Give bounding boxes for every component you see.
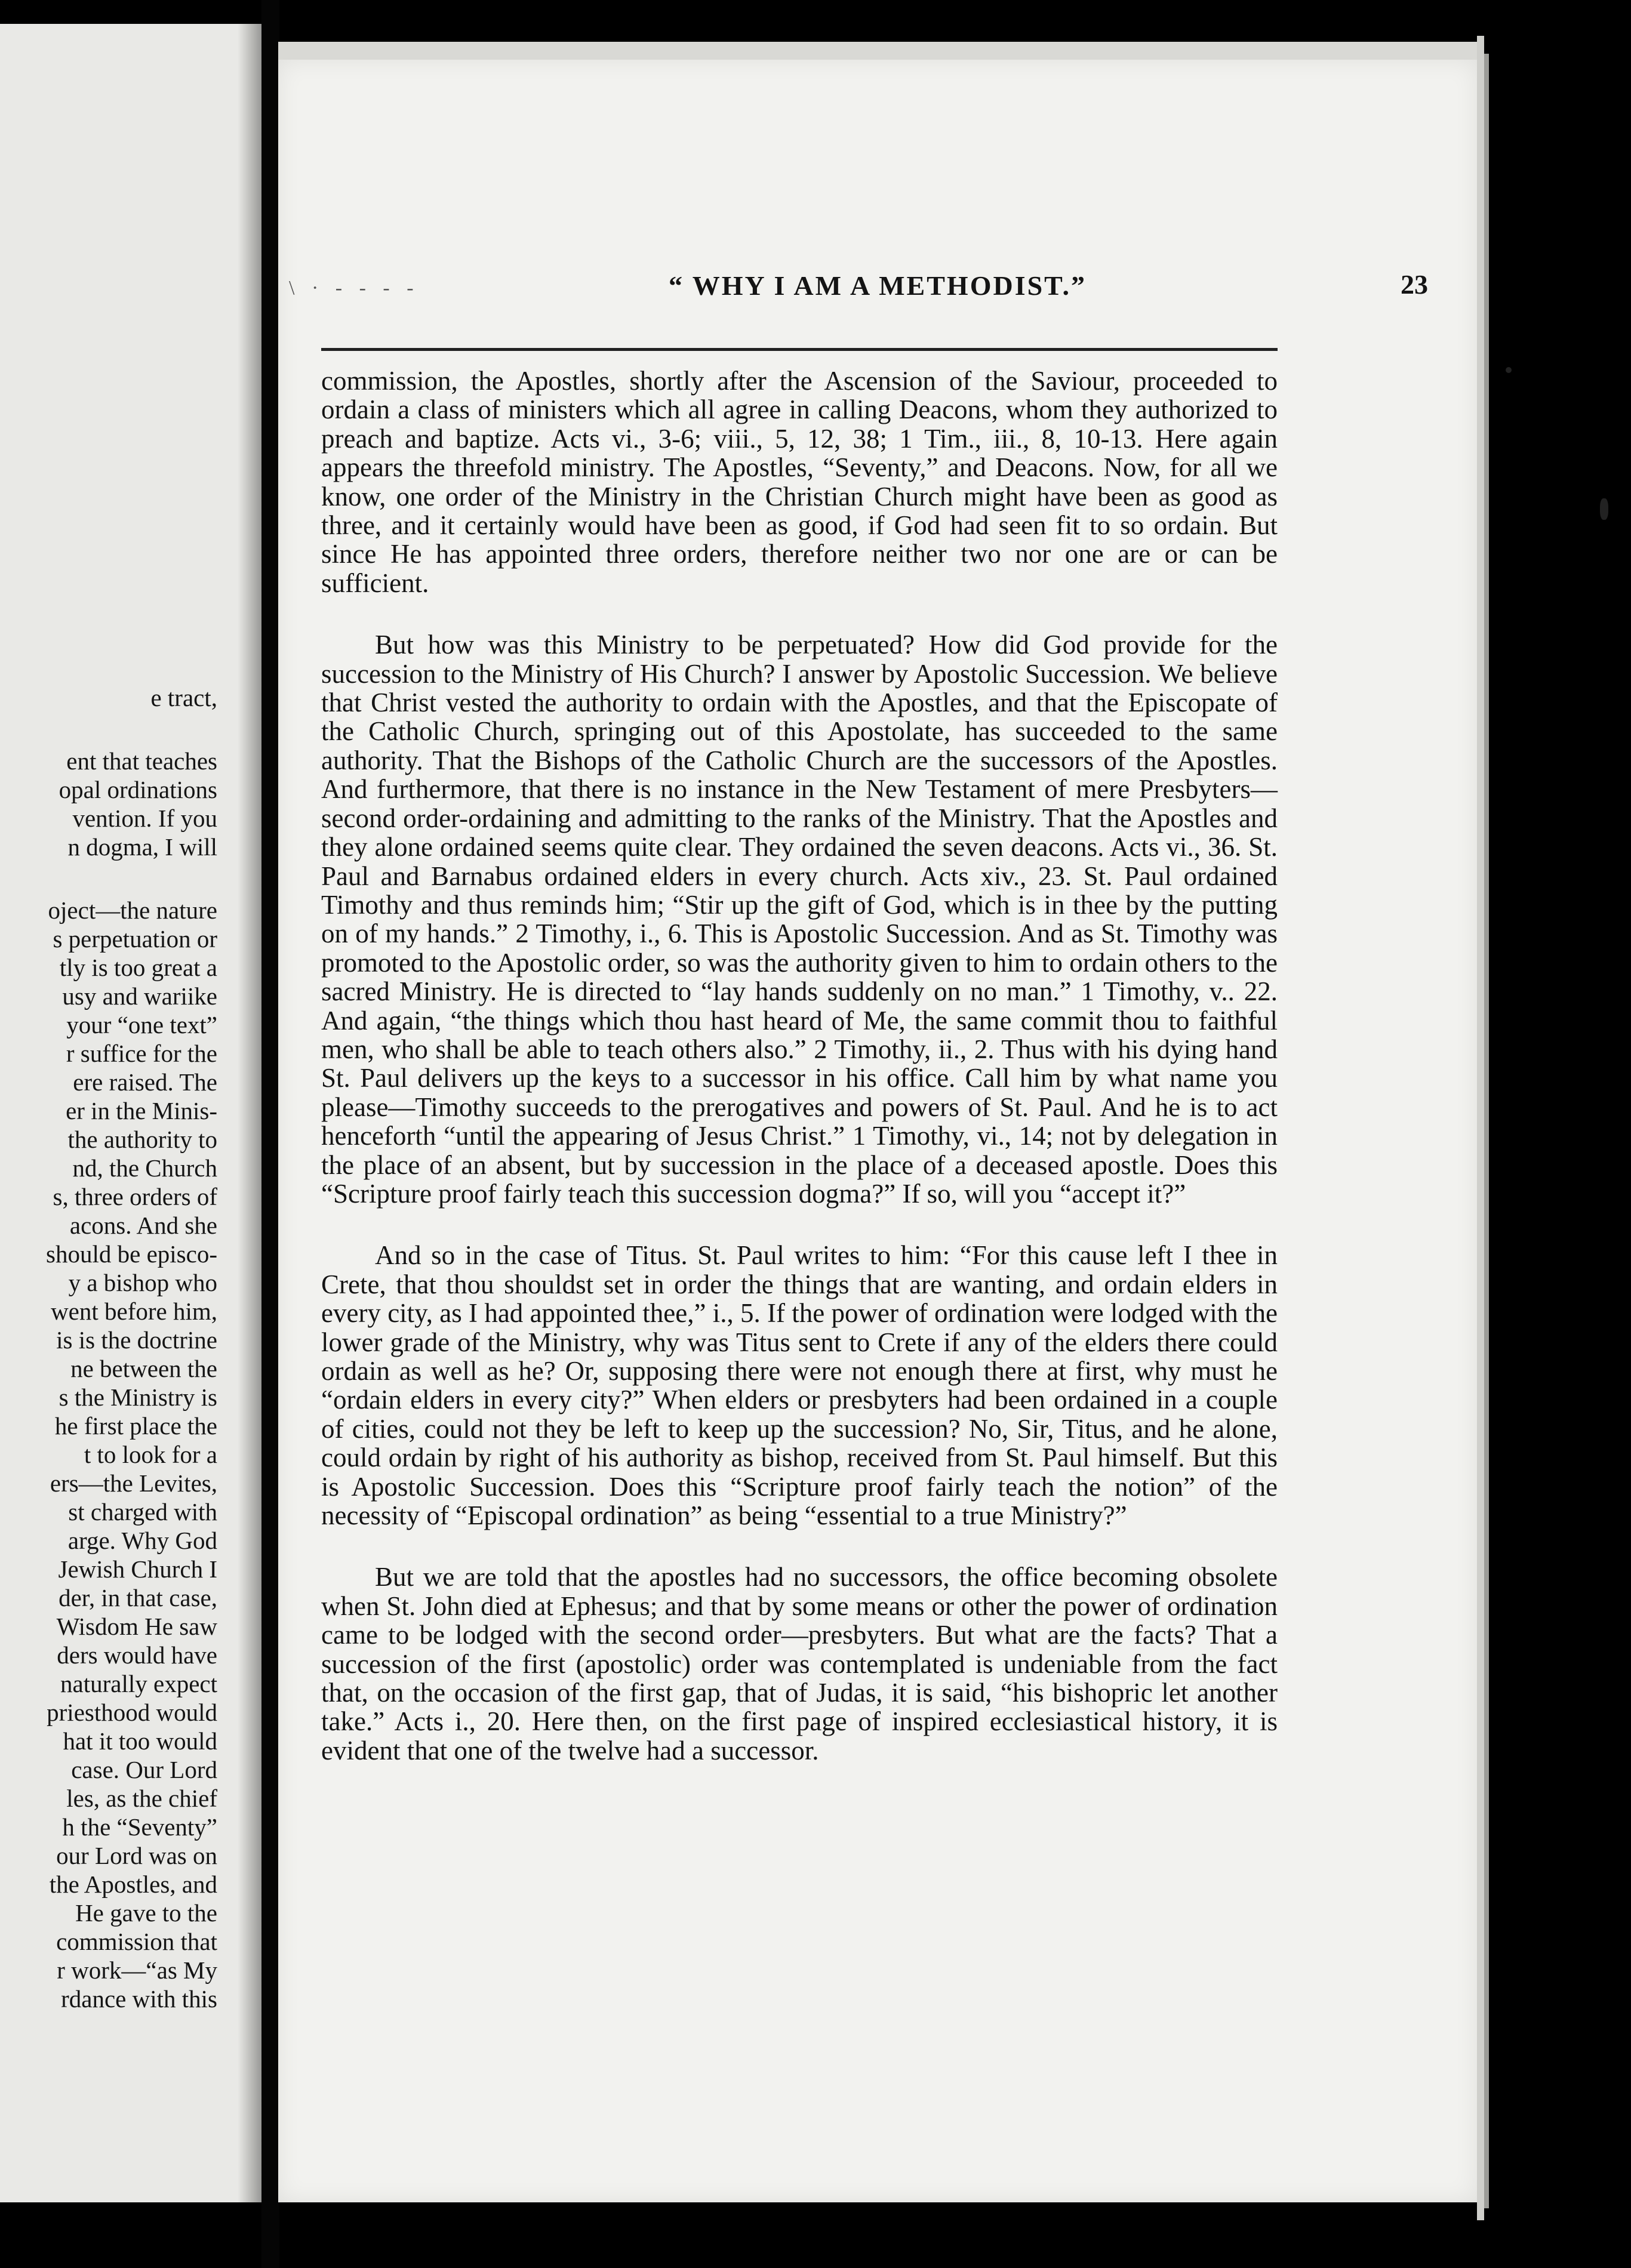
- left-page-line: [0, 712, 217, 747]
- left-page-line: hat it too would: [63, 1727, 217, 1755]
- left-page-text: [0, 683, 217, 2013]
- left-page-line: usy and wariike: [62, 982, 217, 1010]
- paragraph-3: And so in the case of Titus. St. Paul writes to him: “For this cause left I thee in Crete, that thou shouldst set in order the things that are wanting, and ordain elders in every city, as I had appointed thee,” i., 5. If the power of ordination were lodged with the lower grade of the Ministry, why was Titus sent to Crete if any of the elders there could ordain as well as he? Or, supposing there were not enough there at first, why must he “ordain elders in every city?” When elders or presbyters had been ordained in a couple of cities, could not they be left to keep up the succession? No, Sir, Titus, and he alone, could ordain by right of his authority as bishop, received from St. Paul himself. But this is Apostolic Succession. Does this “Scripture proof fairly teach the notion” of the necessity of “Episcopal ordination” as being “essential to a true Ministry?”: [321, 1240, 1278, 1531]
- left-page-line: e tract,: [150, 684, 217, 711]
- left-page-line: r work—“as My: [57, 1956, 217, 1984]
- left-page-line: arge. Why God: [67, 1527, 217, 1554]
- left-page-line: priesthood would: [47, 1699, 217, 1726]
- left-page-line: les, as the chief: [66, 1785, 217, 1812]
- left-page-line: [0, 861, 217, 896]
- left-page-line: vention. If you: [72, 805, 217, 832]
- left-page-line: n dogma, I will: [67, 833, 217, 861]
- left-page-line: ere raised. The: [73, 1068, 217, 1096]
- page-number: 23: [1401, 269, 1428, 300]
- left-page-line: der, in that case,: [59, 1584, 217, 1611]
- left-page-line: t to look for a: [84, 1441, 217, 1468]
- left-page-line: He gave to the: [75, 1899, 217, 1927]
- paragraph-1: commission, the Apostles, shortly after the Ascension of the Saviour, proceeded to ordain a class of ministers which all agree in calling Deacons, whom they authorized to preach and baptize. Acts vi., 3-6; viii., 5, 12, 38; 1 Tim., iii., 8, 10-13. Here again appears the threefold ministry. The Apostles, “Seventy,” and Deacons. Now, for all we know, one order of the Ministry in the Christian Church might have been as good as three, and it certainly would have been as good, if God had seen fit to so ordain. But since He has appointed three orders, therefore neither two nor one are or can be sufficient.: [321, 366, 1278, 598]
- header-rule: [321, 348, 1278, 351]
- page-stack-edge: [1477, 36, 1484, 2220]
- left-page: [0, 24, 261, 2202]
- left-page-line: should be episco-: [46, 1240, 217, 1268]
- left-page-line: ne between the: [70, 1355, 217, 1382]
- book-spine: [261, 0, 279, 2268]
- left-page-line: rdance with this: [61, 1985, 217, 2013]
- left-page-line: er in the Minis-: [66, 1097, 217, 1124]
- body-text: [321, 366, 1278, 1765]
- left-page-line: h the “Seventy”: [62, 1813, 217, 1841]
- left-page-line: ers—the Levites,: [50, 1469, 217, 1497]
- left-page-line: s the Ministry is: [59, 1383, 217, 1411]
- gutter-shadow: [238, 24, 261, 2202]
- left-page-line: naturally expect: [60, 1670, 217, 1697]
- left-page-line: r suffice for the: [66, 1040, 217, 1067]
- left-page-line: acons. And she: [69, 1212, 217, 1239]
- header-margin-marks: \ · - - - -: [289, 277, 420, 299]
- left-page-line: went before him,: [51, 1298, 217, 1325]
- left-page-line: your “one text”: [66, 1011, 217, 1039]
- left-page-line: commission that: [56, 1928, 217, 1955]
- left-page-line: oject—the nature: [48, 896, 217, 924]
- left-page-line: y a bishop who: [68, 1269, 217, 1296]
- page-top-edge: [278, 42, 1484, 60]
- left-page-line: ent that teaches: [66, 747, 217, 775]
- left-page-line: st charged with: [68, 1498, 217, 1526]
- left-page-line: case. Our Lord: [71, 1756, 217, 1783]
- left-page-line: Wisdom He saw: [56, 1613, 217, 1640]
- left-page-line: ders would have: [57, 1641, 217, 1669]
- running-head: “ WHY I AM A METHODIST.”: [669, 270, 1087, 301]
- left-page-line: nd, the Church: [72, 1154, 217, 1182]
- paragraph-2: But how was this Ministry to be perpetuated? How did God provide for the succession to the Ministry of His Church? I answer by Apostolic Succession. We believe that Christ vested the authority to ordain with the Apostles, and that the Episcopate of the Catholic Church, springing out of this Apostolate, has succeeded to the same authority. That the Bishops of the Catholic Church are the successors of the Apostles. And furthermore, that there is no instance in the New Testament of mere Presbyters—second order-ordaining and admitting to the ranks of the Ministry. That the Apostles and they alone ordained seems quite clear. They ordained the seven deacons. Acts vi., 36. St. Paul and Barnabus ordained elders in every church. Acts xiv., 23. St. Paul ordained Timothy and thus reminds him; “Stir up the gift of God, which is in thee by the putting on of my hands.” 2 Timothy, i., 6. This is Apostolic Succession. And as St. Timothy was promoted to the Apostolic order, so was the authority given to him to ordain others to the sacred Ministry. He is directed to “lay hands suddenly on no man.” 1 Timothy, v.. 22. And again, “the things which thou hast heard of Me, the same commit thou to faithful men, who shall be able to teach others also.” 2 Timothy, ii., 2. Thus with his dying hand St. Paul delivers up the keys to a successor in his office. Call him by what name you please—Timothy succeeds to the prerogatives and powers of St. Paul. And he is to act henceforth “until the appearing of Jesus Christ.” 1 Timothy, vi., 14; not by delegation in the place of an absent, but by succession in the place of a deceased apostle. Does this “Scripture proof fairly teach this succession dogma?” If so, will you “accept it?”: [321, 630, 1278, 1209]
- left-page-line: the authority to: [67, 1126, 217, 1153]
- left-page-line: our Lord was on: [56, 1842, 217, 1869]
- left-page-line: opal ordinations: [59, 776, 217, 803]
- left-page-line: is is the doctrine: [56, 1326, 217, 1354]
- paragraph-4: But we are told that the apostles had no successors, the office becoming obsolete when St. John died at Ephesus; and that by some means or other the power of ordination came to be lodged with the second order—presbyters. But what are the facts? That a succession of the first (apostolic) order was contemplated is undeniable from the fact that, on the occasion of the first gap, that of Judas, it is said, “his bishopric let another take.” Acts i., 20. Here then, on the first page of inspired ecclesiastical history, it is evident that one of the twelve had a successor.: [321, 1562, 1278, 1765]
- left-page-line: s perpetuation or: [53, 925, 217, 953]
- page-header: [278, 269, 1477, 310]
- left-page-line: the Apostles, and: [49, 1871, 217, 1898]
- left-page-line: tly is too great a: [59, 954, 217, 981]
- left-page-line: Jewish Church I: [58, 1555, 217, 1583]
- left-page-line: s, three orders of: [53, 1183, 217, 1210]
- page-stack-edge-shadow: [1484, 54, 1489, 2208]
- left-page-line: he first place the: [54, 1412, 217, 1440]
